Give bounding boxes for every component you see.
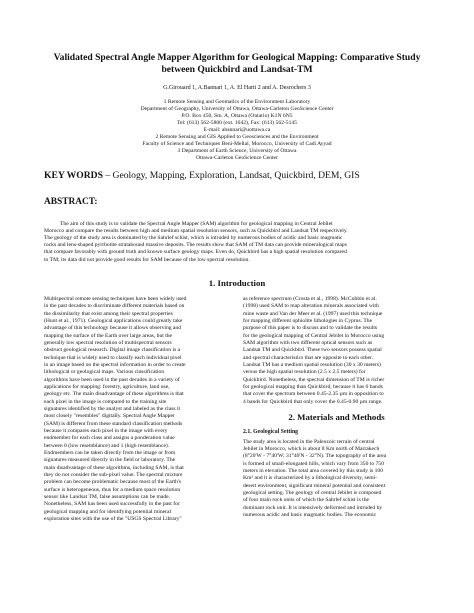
abstract-body [44, 221, 430, 264]
body-line: as reference spectrum (Crosta et al., 1998). McCubbin et al. [243, 295, 377, 302]
body-line: geological mapping and for identifying potential mineral [44, 508, 172, 515]
title-line: between Quickbird and Landsat-TM [161, 63, 313, 75]
body-line: geology etc. The main disadvantage of these algorithms is that [44, 391, 184, 398]
affiliation-line: Faculty of Science and Techniques Beni-Mellal, Morocco, University of Cadi Ayyad [142, 140, 332, 147]
affiliation-line: Department of Geography, University of Ottawa, Ottawa-Carleton GeoScience Center [140, 105, 334, 112]
body-line: in the past decades to discriminate different materials based on [44, 303, 185, 310]
body-line: purpose of this paper is to discuss and to validate the results [243, 325, 378, 332]
abstract-line: The geology of the study area is dominated by the Sahrlef schist, which is intruded by numerous bodies of acidic and basic magmatic [44, 235, 343, 241]
body-line: (SAM) is different from these standard classification methods [44, 420, 183, 427]
body-line: (8°20'W - 7°40'W; 31°40'N - 32°N). The topography of the area [243, 453, 387, 460]
body-line: numerous acidic and basic magmatic bodies. The economic [243, 512, 377, 519]
body-line: Endmembers can be taken directly from the image or from [44, 450, 176, 457]
affiliation-line: E-mail: abannari@uottawa.ca [203, 126, 271, 133]
body-line: (1998) used SAM to map alteration minerals associated with [243, 303, 379, 310]
body-line: mine waste and Van der Meer et al. (1997) used this technique [243, 310, 383, 317]
body-line: meters in elevation. The total area covered by this study is 100 [243, 468, 384, 475]
body-line: mapping the surface of the Earth over large areas, but the [44, 332, 173, 339]
body-line: problem can become problematic because most of the Earth's [44, 479, 182, 486]
affiliations [44, 99, 430, 162]
keywords-label: KEY WORDS [44, 169, 103, 181]
body-line: versus the high spatial resolution (2.5 x 2.5 meters) for [243, 369, 366, 376]
body-line: each pixel in the image is compared to the training site [44, 398, 167, 405]
body-line: SAM algorithm with two different optical sensors such as [243, 339, 373, 346]
body-line: because it compares each pixel in the image with every [44, 428, 168, 434]
body-line: signatures measured directly in the field or laboratory. The [44, 457, 176, 464]
right-column [243, 296, 430, 524]
right-paragraph-2 [243, 439, 430, 520]
paper-title [44, 52, 430, 75]
subsection-geological-setting: 2.1. Geological Setting [243, 429, 299, 436]
body-line: Landsat TM and Quickbird. These two sensors possess spatial [243, 347, 382, 354]
body-line: lithological or geological maps. Various classification [44, 369, 165, 376]
body-line: and spectral characteristics that are opposite to each other. [243, 354, 373, 361]
abstract-heading: ABSTRACT: [44, 196, 98, 207]
body-line: applications for mapping: forestry, agriculture, land use, [44, 383, 170, 390]
authors-line: G.Girouard 1, A.Bannari 1, A. El Harti 2 and A. Desrochers 3 [163, 85, 311, 92]
body-line: Jebilet in Morocco, which is about 8 Km north of Marrakech [243, 446, 380, 452]
section-materials-heading: 2. Materials and Methods [288, 411, 385, 422]
abstract-line: The aim of this study is to validate the Spectral Angle Mapper (SAM) algorithm for geological mapping in Central Jebilet [60, 220, 333, 227]
body-line: for mapping different ophiolite lithologies in Cyprus. The [243, 317, 373, 324]
abstract-line: that compare favorably with ground truth and known surface geology maps. Even do, Quickbird has a high spatial resolution compared [44, 249, 347, 256]
body-line: obstruct geological research. Digital image classification is a [44, 347, 181, 354]
abstract-line: Morocco and compare the results between high and medium spatial resolution sensors, such as Quickbird and Landsat TM respectively. [44, 227, 348, 234]
abstract-line: rocks and lens-shaped pyrrhotite stratabound massive deposits. The results show that SAM of TM data can provide mineralogical maps [44, 242, 347, 249]
body-line: Nonetheless, SAM has been used successfully in the past for [44, 501, 180, 508]
body-line: The study area is located in the Paleozoic terrain of central [243, 438, 375, 445]
body-line: surface is heterogeneous, thus for a medium space resolution [44, 486, 181, 493]
body-line: technique that is widely used to classify each individual pixel [44, 354, 182, 361]
body-line: most closely "resembles" digitally. Spectral Angle Mapper [44, 413, 175, 420]
two-column-body [44, 296, 430, 524]
body-line: advantage of this technology because it allows observing and [44, 325, 182, 332]
left-column [44, 296, 231, 524]
body-line: Multispectral remote sensing techniques have been widely used [44, 295, 187, 302]
right-paragraph-1 [243, 296, 430, 406]
body-line: of four main rock units of which the Sahrlef schist is the [243, 497, 369, 504]
body-line: 4 bands for Quickbird that only cover the 0.45-0.90 µm range. [243, 398, 383, 405]
body-line: desert environment, significant mineral potential and consistent [243, 482, 386, 489]
body-line: for the geological mapping of Central Jebilet in Morocco using [243, 332, 385, 339]
body-line: they do not consider the sub-pixel value. The spectral mixture [44, 472, 183, 479]
body-line: for geological mapping than Quickbird, because it has 6 bands [243, 383, 383, 390]
body-line: exploration sites with the use of the "USGS Spectral Library" [44, 516, 182, 523]
body-line: the dissimilarity that exist among their spectral properties [44, 310, 173, 317]
keywords [44, 170, 430, 182]
body-line: algorithms have been used in the past decades in a variety of [44, 376, 180, 383]
author-list [44, 85, 430, 92]
body-line: between 0 (low resemblance) and 1 (high resemblance). [44, 442, 170, 449]
body-line: endmember for each class and assigns a ponderation value [44, 435, 175, 442]
section-introduction-heading: 1. Introduction [208, 277, 266, 288]
affiliation-line: Ottawa-Carleton GeoScience Center [196, 154, 278, 161]
body-line: in an image based on the spectral information in order to create [44, 361, 186, 368]
abstract-line: to TM; its data did not provide good results for SAM because of the low spectral resolution. [44, 256, 250, 263]
body-line: signatures identified by the analyst and labeled as the class it [44, 405, 181, 412]
keywords-text: – Geology, Mapping, Exploration, Landsat, Quickbird, DEM, GIS [102, 169, 360, 181]
body-line: Landsat TM has a medium spatial resolution (30 x 30 meters) [243, 361, 381, 368]
body-line: dominant rock unit. It is intensively deformed and intruded by [243, 504, 383, 511]
body-line: geological setting. The geology of central Jebilet is composed [243, 490, 382, 497]
title-line: Validated Spectral Angle Mapper Algorithm for Geological Mapping: Comparative Study [53, 52, 421, 63]
affiliation-line: 3 Department of Earth Science, University of Ottawa [177, 147, 297, 154]
body-line: Quickbird. Nonetheless, the spectral dimension of TM is richer [243, 376, 385, 383]
body-line: main disadvantage of these algorithms, including SAM, is that [44, 464, 184, 471]
affiliation-line: P.O. Box 450, Stn. A, Ottawa (Ontario) K1N 6N5 [181, 112, 293, 119]
body-line: is formed of small-elongated hills, which vary from 350 to 750 [243, 460, 384, 467]
affiliation-line: 1 Remote Sensing and Geomatics of the Environment Laboratory [163, 98, 311, 105]
body-line: that cover the spectrum between 0.45-2.35 µm in opposition to [243, 391, 384, 398]
body-line: Km² and it is characterized by a lithological diversity, semi- [243, 475, 377, 482]
body-line: sensor like Landsat TM, false assumptions can be made. [44, 494, 171, 501]
affiliation-line: Tel: (613) 562-5800 (ext. 1042), Fax: (613) 562-5145 [176, 119, 297, 126]
body-line: (Hunt et al., 1971). Geological applications could greatly take [44, 317, 183, 324]
affiliation-line: 2 Remote Sensing and GIS Applied to Geosciences and the Environment [155, 133, 319, 140]
body-line: generally low spectral resolution of multispectral sensors [44, 339, 172, 346]
